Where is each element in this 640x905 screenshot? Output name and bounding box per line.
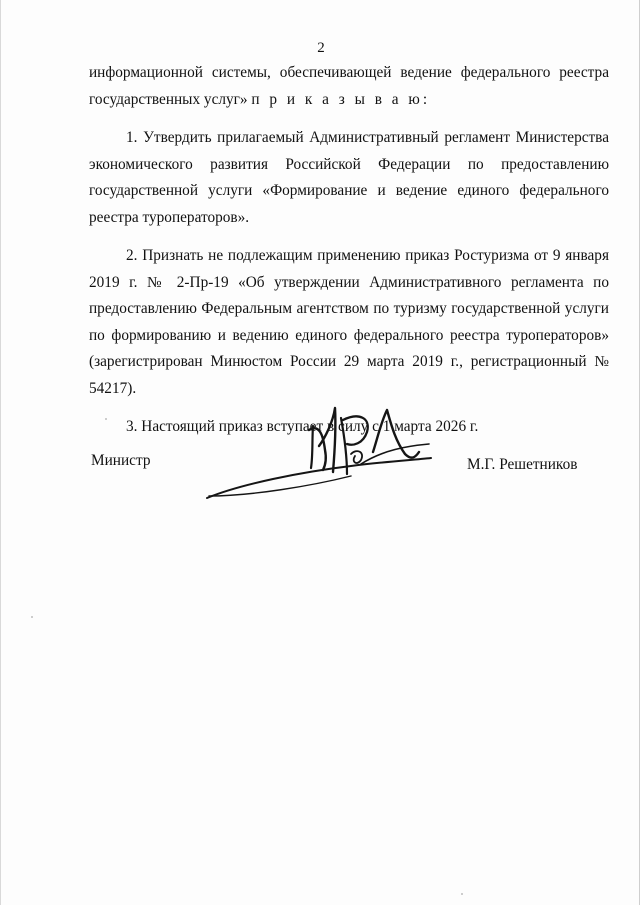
scan-speck [461,893,463,895]
paragraph-intro-text: информационной системы, обеспечивающей ведение федерального реестра государственных услуг» [89,64,609,108]
paragraph-item-2: 2. Признать не подлежащим применению приказ Ростуризма от 9 января 2019 г. № 2-Пр-19 «Об утверждении Административного регламента по предоставлению Федеральным агентством по туризму государственной услуги по формированию и ведению единого федерального реестра туроператоров» (зарегистрирован Минюстом России 29 марта 2019 г., регистрационный № 54217). [89,247,609,397]
scan-speck [105,418,107,420]
signatory-title: Министр [91,452,151,469]
order-keyword: п р и к а з ы в а ю: [251,90,431,108]
handwritten-signature [201,400,441,510]
paragraph-item-3: 3. Настоящий приказ вступает в силу с 1 марта 2026 г. [126,418,479,435]
page-number: 2 [317,40,325,56]
paragraph-item-1: 1. Утвердить прилагаемый Административный регламент Министерства экономического развития Российской Федерации по предоставлению государственной услуги «Формирование и ведение единого федерального реестра туроператоров». [89,129,609,226]
signatory-name: М.Г. Решетников [467,456,578,473]
scan-speck [31,616,33,618]
signature-block [1,0,640,905]
